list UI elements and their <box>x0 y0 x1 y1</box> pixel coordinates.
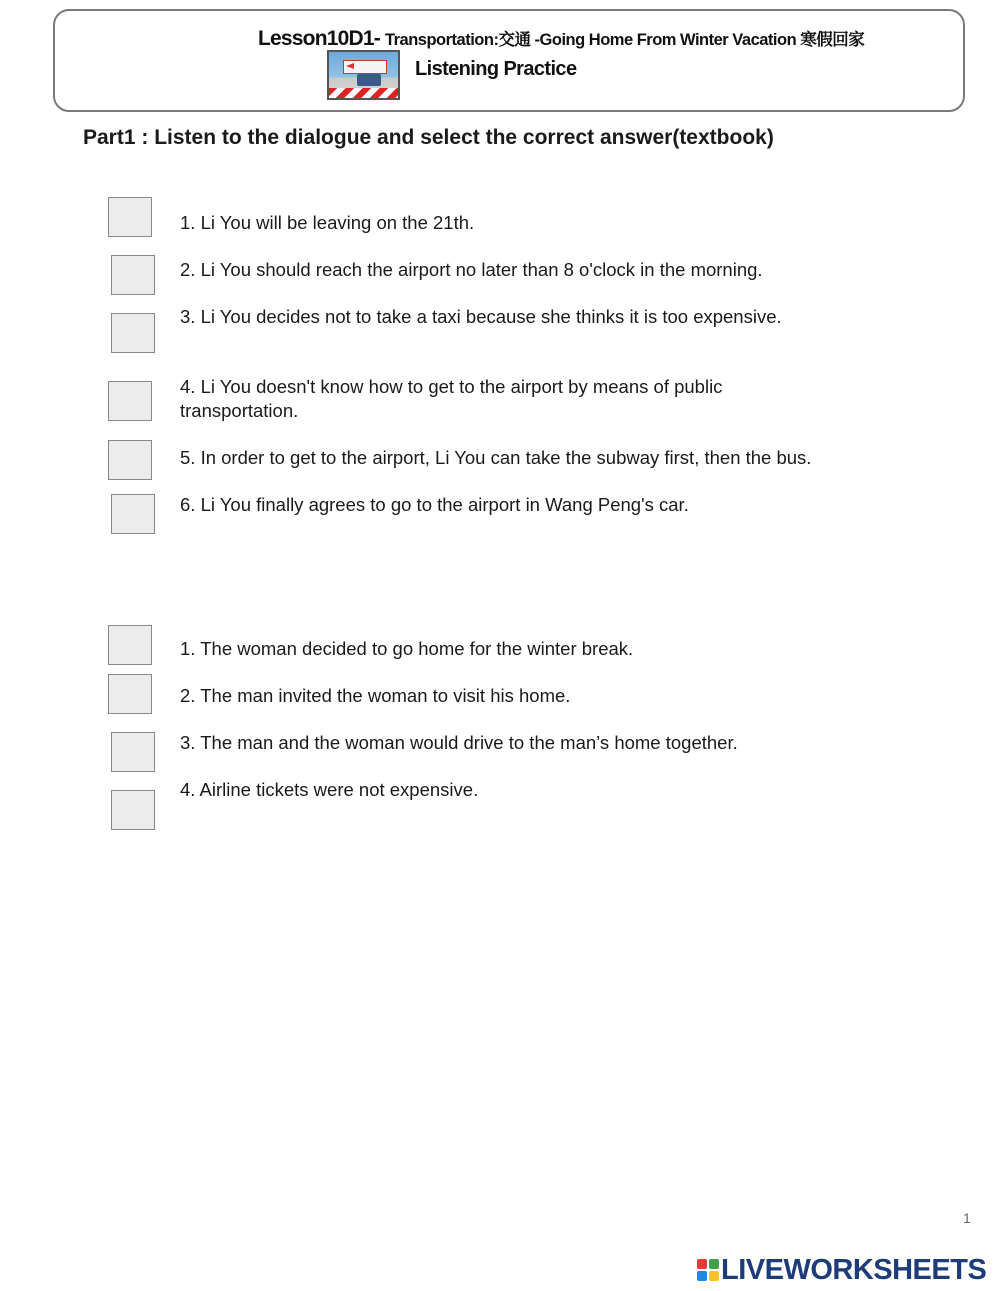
liveworksheets-logo-icon <box>697 1259 719 1281</box>
answer-box-part1-q5[interactable] <box>108 440 152 480</box>
liveworksheets-brand-text: LIVEWORKSHEETS <box>721 1253 987 1286</box>
answer-box-part1-q1[interactable] <box>108 197 152 237</box>
part1-question-1: 1. Li You will be leaving on the 21th. <box>180 212 475 233</box>
logo-square-red <box>697 1259 707 1269</box>
thumbnail-bus-icon <box>357 74 381 86</box>
part1-question-3: 3. Li You decides not to take a taxi because she thinks it is too expensive. <box>180 306 782 327</box>
thumbnail-arrow-icon <box>346 63 354 69</box>
lesson-topic: Transportation:交通 -Going Home From Winter Vacation 寒假回家 <box>384 31 865 49</box>
part1-question-2: 2. Li You should reach the airport no later than 8 o'clock in the morning. <box>180 259 763 280</box>
part1-question-4: 4. Li You doesn't know how to get to the airport by means of public <box>180 376 723 397</box>
part2-question-3: 3. The man and the woman would drive to the man’s home together. <box>180 732 738 753</box>
part1-question-6: 6. Li You finally agrees to go to the airport in Wang Peng's car. <box>180 494 689 515</box>
liveworksheets-logo <box>697 1255 986 1285</box>
answer-box-part1-q4[interactable] <box>108 381 152 421</box>
answer-box-part2-q2[interactable] <box>108 674 152 714</box>
answer-box-part1-q3[interactable] <box>111 313 155 353</box>
logo-square-yellow <box>709 1271 719 1281</box>
lesson-number: Lesson10D1- <box>258 27 385 50</box>
answer-box-part2-q3[interactable] <box>111 732 155 772</box>
part2-question-1: 1. The woman decided to go home for the winter break. <box>180 638 634 659</box>
lesson-thumbnail-image <box>327 50 400 100</box>
answer-box-part1-q6[interactable] <box>111 494 155 534</box>
answer-box-part1-q2[interactable] <box>111 255 155 295</box>
part1-question-4-continued: transportation. <box>180 400 299 421</box>
part1-title: Part1 : Listen to the dialogue and select the correct answer(textbook) <box>83 126 774 149</box>
logo-square-blue <box>697 1271 707 1281</box>
part2-question-2: 2. The man invited the woman to visit his home. <box>180 685 571 706</box>
answer-box-part2-q4[interactable] <box>111 790 155 830</box>
page-number: 1 <box>963 1210 971 1226</box>
thumbnail-barrier-stripes <box>329 88 398 98</box>
part2-question-4: 4. Airline tickets were not expensive. <box>180 779 479 800</box>
part1-question-5: 5. In order to get to the airport, Li You can take the subway first, then the bus. <box>180 447 812 468</box>
logo-square-green <box>709 1259 719 1269</box>
lesson-title <box>258 26 908 52</box>
answer-box-part2-q1[interactable] <box>108 625 152 665</box>
page-subtitle: Listening Practice <box>415 58 577 80</box>
